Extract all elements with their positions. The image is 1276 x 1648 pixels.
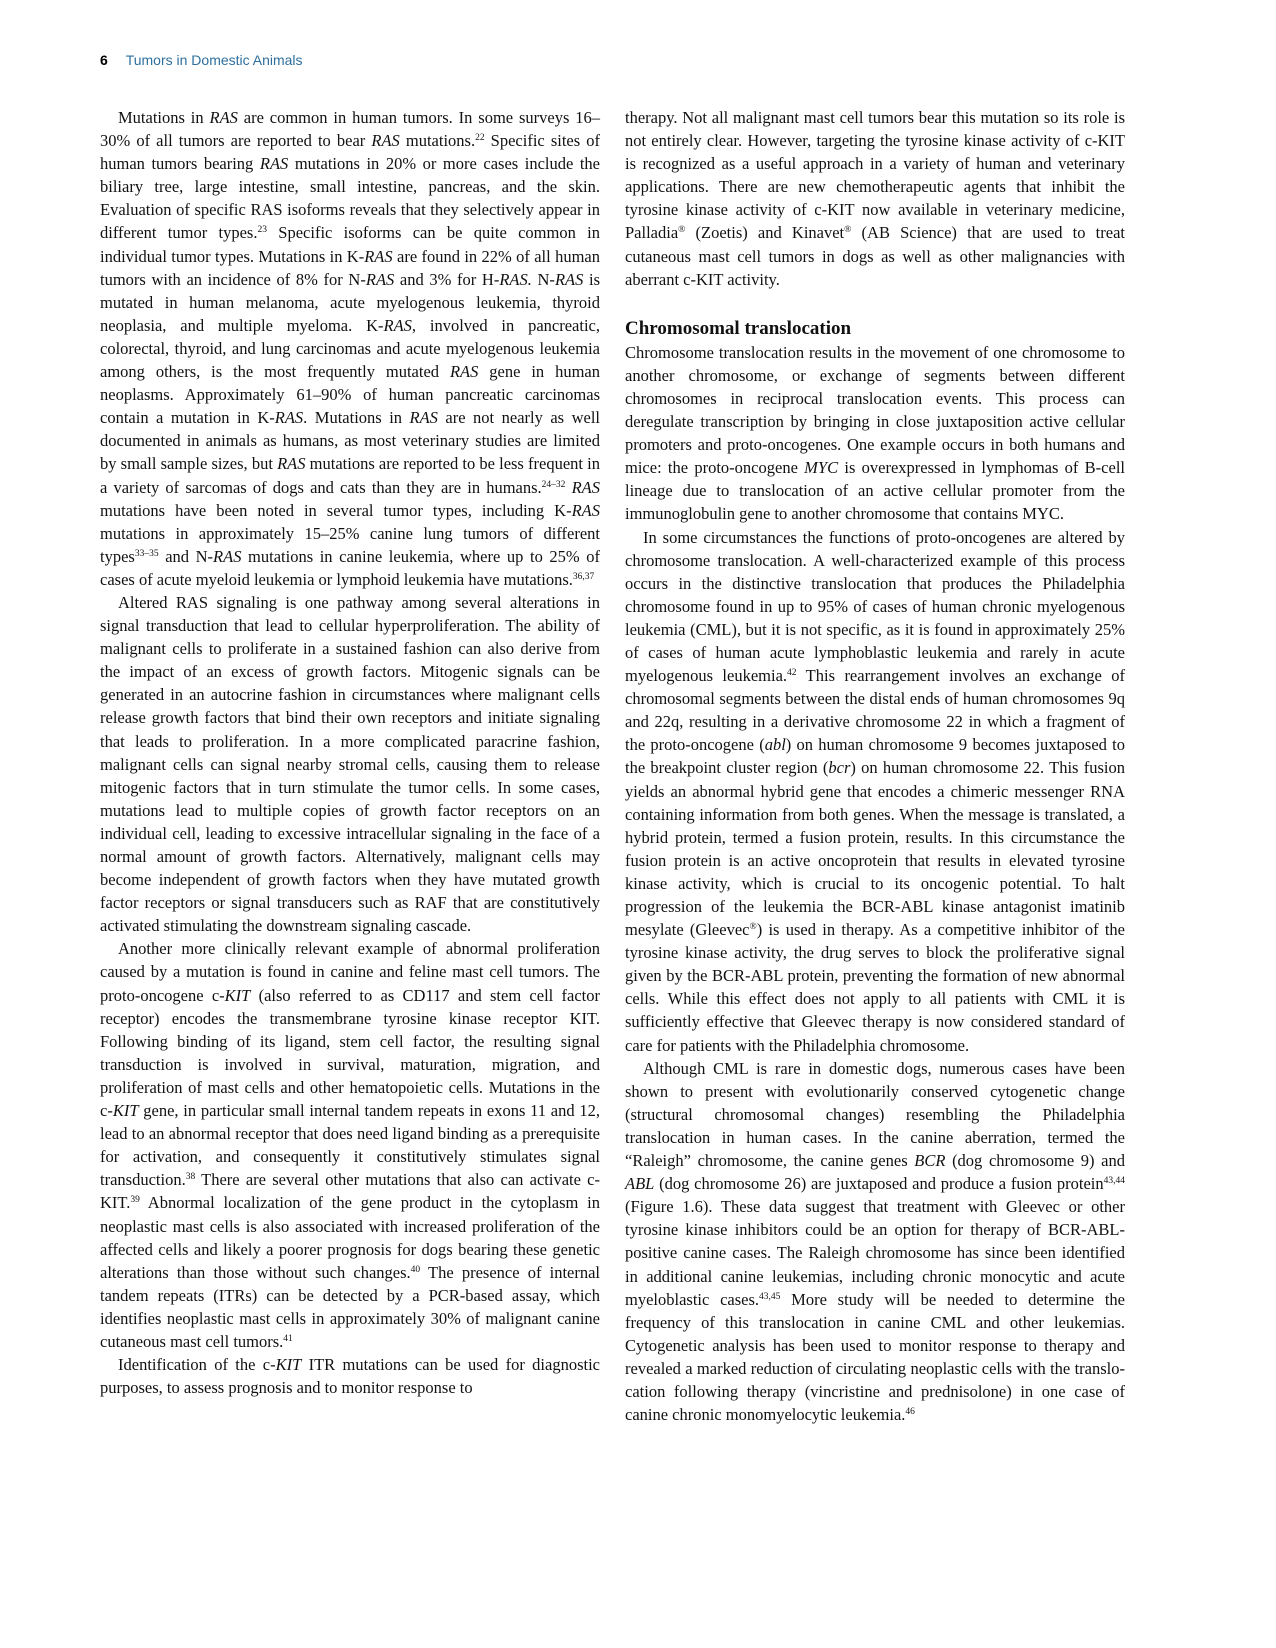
paragraph-altered-ras-signaling: Altered RAS signaling is one pathway among several alterations in signal transduction that lead to cellular hyperproliferation. The ability of malignant cells to proliferate in a sustained fashion can also derive from the impact of an excess of growth factors. Mitogenic signals can be generated in an autocrine fashion in circumstances where malignant cells release growth factors that bind their own receptors and initiate signaling that leads to proliferation. In a more complicated paracrine fashion, malignant cells can signal nearby stromal cells, causing them to release mitogenic factors that in turn stimulate the tumor cells. In some cases, mutations lead to multiple copies of growth factor receptors on an individual cell, leading to excessive intracellular signaling in the face of a normal amount of growth factors. Alternatively, malignant cells may become independent of growth factors when they have mutated growth factor receptors or signal transducers such as RAF that are constitutively activated stimulating the downstream signaling cascade. xyxy=(100,592,600,936)
running-header xyxy=(100,52,303,68)
paragraph-therapy-continued: therapy. Not all malignant mast cell tumors bear this mutation so its role is not entirely clear. However, targeting the tyrosine kinase activity of c-KIT is recognized as a useful approach in a variety of human and veterinary applications. There are new chemotherapeutic agents that inhibit the tyrosine kinase activity of c-KIT now available in veterinary medicine, Palladia® (Zoetis) and Kinavet® (AB Science) that are used to treat cutaneous mast cell tumors in dogs as well as other malignancies with aberrant c-KIT activity. xyxy=(625,108,1125,289)
right-column xyxy=(625,106,1125,1426)
paragraph-canine-cml: Although CML is rare in domestic dogs, numerous cases have been shown to present with evolutionarily conserved cytogenetic change (structural chromosomal changes) resembling the Philadelphia translocation in human cases. In the canine aberration, termed the “Raleigh” chromosome, the canine genes BCR (dog chromosome 9) and ABL (dog chromosome 26) are juxtaposed and produce a fusion protein$^{43,44}$ (Figure 1.6). These data suggest that treatment with Gleevec or other tyrosine kinase inhibitors could be an option for therapy of BCR-ABL-positive canine cases. The Raleigh chromosome has since been identified in additional canine leukemias, including chronic monocytic and acute myeloblastic cases.$^{43,45}$ More study will be needed to determine the frequency of this translocation in canine CML and other leukemias. Cytogenetic analysis has been used to monitor response to therapy and revealed a marked reduction of circulating neoplastic cells with the translocation following therapy (vincristine and prednisolone) in one case of canine chronic monomyelocytic leukemia.$^{46}$ xyxy=(625,1058,1126,1425)
left-column xyxy=(100,106,600,1399)
paragraph-ras-mutations: Mutations in RAS are common in human tumors. In some surveys 16–30% of all tumors are reported to bear RAS mutations.$^{22}$ Specific sites of human tumors bearing RAS mutations in 20% or more cases include the biliary tree, large intestine, small intestine, pancreas, and the skin. Evaluation of specific RAS isoforms reveals that they selectively appear in different tumor types.$^{23}$ Specific isoforms can be quite common in individual tumor types. Mutations in K-RAS are found in 22% of all human tumors with an incidence of 8% for N-RAS and 3% for H-RAS. N-RAS is mutated in human melanoma, acute myelogenous leukemia, thyroid neoplasia, and multiple myeloma. K-RAS, involved in pancreatic, colorectal, thyroid, and lung carcinomas and acute myelogenous leukemia among others, is the most frequently mutated RAS gene in human neoplasms. Approximately 61–90% of human pancreatic carcinomas contain a mutation in K-RAS. Mutations in RAS are not nearly as well documented in animals as humans, as most veterinary studies are limited by small sample sizes, but RAS mutations are reported to be less frequent in a variety of sarcomas of dogs and cats than they are in humans.$^{24-32}$ RAS mutations have been noted in several tumor types, including K-RAS mutations in approximately 15–25% canine lung tumors of different types$^{33-35}$ and N-RAS mutations in canine leukemia, where up to 25% of cases of acute myeloid leukemia or lymphoid leukemia have mutations.$^{36,37}$ xyxy=(100,108,601,589)
paragraph-philadelphia-chromosome: In some circumstances the functions of proto-oncogenes are altered by chromosome translocation. A well-characterized example of this process occurs in the distinctive translocation that produces the Philadelphia chromosome found in up to 95% of cases of human chronic myelogenous leukemia (CML), but it is not specific, as it is found in approximately 25% of cases of human acute lymphoblastic leukemia and rarely in acute myelogenous leukemia.$^{42}$ This rearrangement involves an exchange of chromosomal segments between the distal ends of human chromosomes 9q and 22q, resulting in a derivative chromosome 22 in which a fragment of the proto-oncogene (abl) on human chromosome 9 becomes juxtaposed to the breakpoint cluster region (bcr) on human chromosome 22. This fusion yields an abnormal hybrid gene that encodes a chimeric messenger RNA containing information from both genes. When the message is translated, a hybrid protein, termed a fusion protein, results. In this circumstance the fusion protein is an active oncoprotein that results in elevated tyrosine kinase activity, which is crucial to its oncogenic potential. To halt progression of the leukemia the BCR-ABL kinase antagonist imatinib mesylate (Gleevec®) is used in therapy. As a competitive inhibitor of the tyrosine kinase activity, the drug serves to block the proliferative signal given by the BCR-ABL protein, preventing the formation of new abnormal cells. While this effect does not apply to all patients with CML it is sufficiently effective that Gleevec therapy is now considered standard of care for patients with the Philadelphia chromosome. xyxy=(625,527,1125,1055)
section-heading: Chromosomal translocation xyxy=(625,317,852,339)
running-title: Tumors in Domestic Animals xyxy=(125,52,303,68)
page-number: 6 xyxy=(100,52,108,68)
paragraph-c-kit-mast-cell: Another more clinically relevant example of abnormal proliferation caused by a mutation is found in canine and feline mast cell tumors. The proto-oncogene c-KIT (also referred to as CD117 and stem cell factor receptor) encodes the transmembrane tyrosine kinase receptor KIT. Following binding of its ligand, stem cell factor, the resulting signal transduction is involved in survival, maturation, migration, and proliferation of mast cells and other hematopoietic cells. Mutations in the c-KIT gene, in particular small internal tandem repeats in exons 11 and 12, lead to an abnormal receptor that does need ligand binding as a prerequisite for activation, and consequently it constitutively stimulates signal transduction.$^{38}$ There are several other mutations that also can activate c-KIT.$^{39}$ Abnormal localization of the gene product in the cytoplasm in neoplastic mast cells is also associated with increased proliferation of the affected cells and likely a poorer prognosis for dogs bearing these genetic alterations than those without such changes.$^{40}$ The presence of internal tandem repeats (ITRs) can be detected by a PCR-based assay, which identifies neoplastic mast cells in approximately 30% of malignant canine cutaneous mast cell tumors.$^{41}$ xyxy=(100,939,600,1351)
paragraph-itr-identification: Identification of the c-KIT ITR mutations can be used for diagnostic purposes, to assess prognosis and to monitor response to xyxy=(100,1355,601,1398)
paragraph-translocation-definition: Chromosome translocation results in the movement of one chromosome to another chromosome, or exchange of segments between different chromosomes in reciprocal translocation events. This process can deregulate transcription by bringing in close juxtaposition active cellular promoters and proto-oncogenes. One example occurs in both humans and mice: the proto-oncogene MYC is overexpressed in lymphomas of B-cell lineage due to translocation of an active cellular promoter from the immunoglobulin gene to another chromosome that contains MYC. xyxy=(625,342,1125,524)
